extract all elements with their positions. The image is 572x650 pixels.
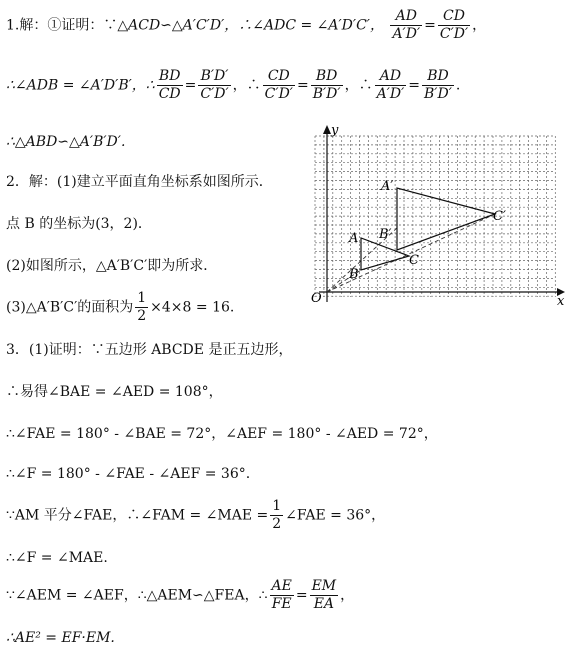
comma: ， xyxy=(472,17,487,34)
l1-head: 1.解：①证明：∵ xyxy=(6,17,118,34)
l7-a: (3)△A′B′C′的面积为 xyxy=(6,299,134,316)
line-10: ∴∠FAE = 180° - ∠BAE = 72°，∠AEF = 180° - ∠AED = 72°， xyxy=(6,426,438,442)
label-a: A xyxy=(349,231,359,246)
fraction xyxy=(311,68,343,103)
fraction xyxy=(157,68,183,103)
line-12 xyxy=(6,498,385,533)
l14-b: ， xyxy=(340,587,355,604)
frac-den: B′D′ xyxy=(424,86,452,102)
label-y: y xyxy=(331,123,339,138)
fraction xyxy=(263,68,295,103)
equals: = xyxy=(295,587,308,604)
line-4: 2．解：(1)建立平面直角坐标系如图所示． xyxy=(6,174,273,190)
frac-num: BD xyxy=(311,68,343,86)
l14-a: ∵∠AEM = ∠AEF，∴△AEM∽△FEA，∴ xyxy=(6,587,268,604)
frac-den: CD xyxy=(158,86,181,102)
equals: = xyxy=(408,77,421,94)
equals: = xyxy=(296,77,309,94)
frac-num: AD xyxy=(375,68,407,86)
fraction xyxy=(270,578,294,613)
line-8: 3．(1)证明：∵五边形 ABCDE 是正五边形， xyxy=(6,342,293,358)
frac-num: CD xyxy=(438,8,470,26)
frac-den: A′D′ xyxy=(376,86,405,102)
line-6: (2)如图所示，△A′B′C′即为所求． xyxy=(6,258,218,274)
label-b-prime: B′ xyxy=(379,227,392,242)
frac-num: EM xyxy=(311,578,337,594)
l2-c: ，∴ xyxy=(344,77,373,94)
label-c: C xyxy=(409,253,419,268)
fraction xyxy=(270,498,283,533)
line-3: ∴△ABD∽△A′B′D′. xyxy=(6,134,126,150)
line-14 xyxy=(6,578,354,613)
label-o: O xyxy=(311,291,322,306)
triangle-a2b2c2 xyxy=(397,188,495,250)
frac-den: EA xyxy=(313,596,335,612)
l7-b: ×4×8 = 16. xyxy=(150,299,235,316)
line-15: ∴AE² = EF·EM. xyxy=(6,630,115,646)
line-5: 点 B 的坐标为(3，2)． xyxy=(6,216,152,232)
fraction xyxy=(438,8,470,43)
l12-a: ∵AM 平分∠FAE，∴∠FAM = ∠MAE = xyxy=(6,507,269,524)
frac-num: 1 xyxy=(137,290,147,306)
coordinate-grid-figure xyxy=(305,122,570,307)
line-9: ∴易得∠BAE = ∠AED = 108°， xyxy=(6,384,223,400)
frac-num: 1 xyxy=(272,498,282,514)
label-x: x xyxy=(557,294,565,307)
label-b: B xyxy=(349,267,359,282)
line-7 xyxy=(6,290,234,325)
frac-den: C′D′ xyxy=(264,86,293,102)
y-axis-arrow xyxy=(323,125,331,134)
l12-b: ∠FAE = 36°， xyxy=(285,507,386,524)
frac-num: B′D′ xyxy=(198,68,230,86)
l2-a: ∴∠ADB = ∠A′D′B′，∴ xyxy=(6,77,155,94)
line-11: ∴∠F = 180° - ∠FAE - ∠AEF = 36°. xyxy=(6,466,251,482)
frac-den: FE xyxy=(271,596,292,612)
frac-den: A′D′ xyxy=(392,26,421,42)
fraction xyxy=(375,68,407,103)
fraction xyxy=(422,68,454,103)
fraction xyxy=(198,68,230,103)
frac-num: BD xyxy=(422,68,454,86)
label-a-prime: A′ xyxy=(381,179,394,194)
frac-den: 2 xyxy=(137,308,147,324)
frac-den: C′D′ xyxy=(439,26,469,42)
l1-tri: △ACD∽△A′C′D′，∴∠ADC = ∠A′D′C′， xyxy=(117,17,384,34)
frac-num: AE xyxy=(271,578,292,594)
frac-den: B′D′ xyxy=(312,86,341,102)
frac-den: 2 xyxy=(272,516,282,532)
frac-den: C′D′ xyxy=(200,86,229,102)
frac-num: AD xyxy=(390,8,422,26)
equals: = xyxy=(424,17,436,34)
equals: = xyxy=(184,77,197,94)
line-1 xyxy=(6,8,486,43)
fraction xyxy=(310,578,339,613)
period: . xyxy=(455,77,461,94)
label-c-prime: C′ xyxy=(493,209,506,224)
line-13: ∴∠F = ∠MAE. xyxy=(6,550,108,566)
l2-b: ，∴ xyxy=(232,77,261,94)
fraction xyxy=(135,290,148,325)
fraction xyxy=(390,8,422,43)
frac-num: CD xyxy=(263,68,295,86)
frac-num: BD xyxy=(157,68,183,86)
line-2 xyxy=(6,68,460,103)
